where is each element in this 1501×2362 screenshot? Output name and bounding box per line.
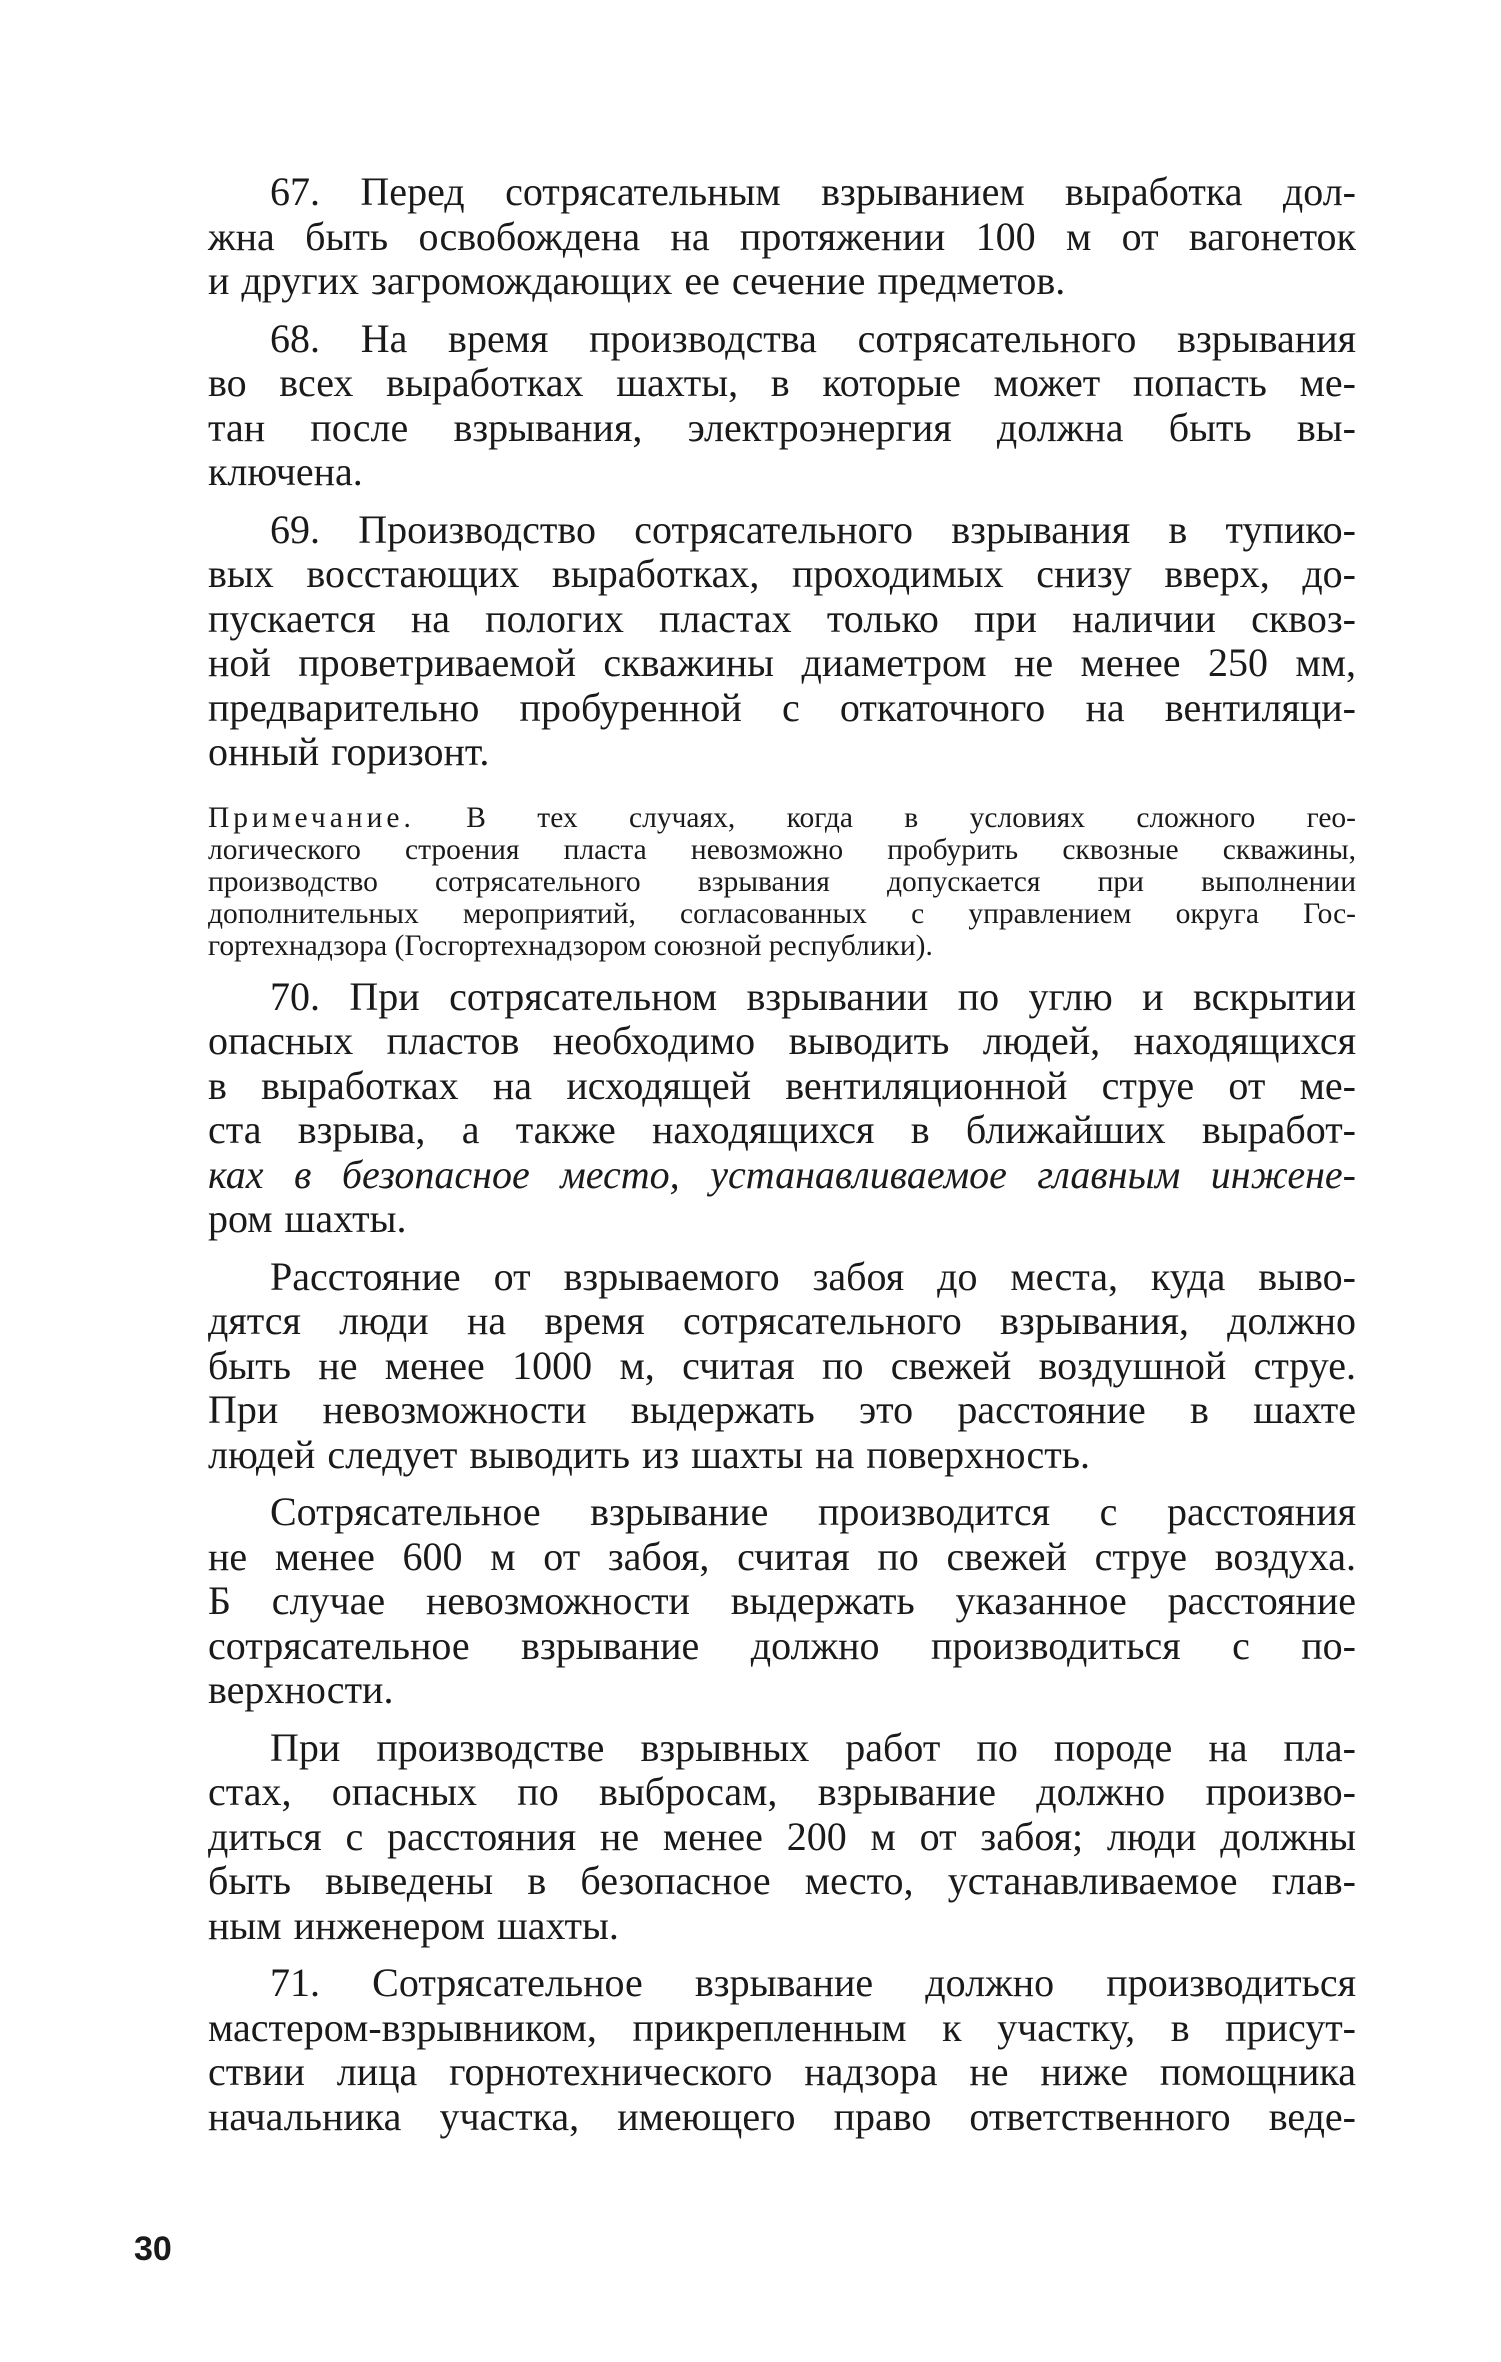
note-line xyxy=(208,802,1356,834)
text-line: онный горизонт. xyxy=(208,729,490,774)
text-line: не менее 600 м от забоя, считая по свежей струе воздуха. xyxy=(208,1533,1356,1579)
text-line: предварительно пробуренной с откаточного на вентиляци- xyxy=(208,684,1356,730)
text-line: ным инженером шахты. xyxy=(208,1902,619,1948)
text-line: 67. Перед сотрясательным взрыванием выработка дол- xyxy=(270,169,1356,214)
text-line: ром шахты. xyxy=(208,1196,407,1241)
paragraph-67 xyxy=(208,170,1356,304)
text-line: ствии лица горнотехнического надзора не ниже помощника xyxy=(208,2049,1356,2094)
text-line: тан после взрывания, электроэнергия должна быть вы- xyxy=(208,404,1356,450)
text-column xyxy=(208,170,1356,2139)
text-line: Б случае невозможности выдержать указанное расстояние xyxy=(208,1578,1356,1623)
text-line: Сотрясательное взрывание производится с расстояния xyxy=(270,1489,1356,1534)
text-line: быть выведены в безопасное место, устанавливаемое глав- xyxy=(208,1858,1356,1903)
note-line: производство сотрясательного взрывания допускается при выполнении xyxy=(208,865,1356,898)
text-line: ста взрыва, а также находящихся в ближайших выработ- xyxy=(208,1107,1356,1152)
text-line: жна быть освобождена на протяжении 100 м от вагонеток xyxy=(208,213,1356,259)
text-line: верхности. xyxy=(208,1667,394,1712)
text-line: 71. Сотрясательное взрывание должно производиться xyxy=(270,1960,1356,2005)
text-line: ключена. xyxy=(208,449,363,494)
paragraph-69 xyxy=(208,508,1356,775)
text-line: ной проветриваемой скважины диаметром не менее 250 мм, xyxy=(208,640,1356,685)
paragraph-71 xyxy=(208,1961,1356,2139)
text-line: сотрясательное взрывание должно производиться с по- xyxy=(208,1622,1356,1668)
text-line: и других загромождающих ее сечение предметов. xyxy=(208,258,1066,303)
text-line: во всех выработках шахты, в которые может попасть ме- xyxy=(208,360,1356,405)
text-line: быть не менее 1000 м, считая по свежей воздушной струе. xyxy=(208,1342,1356,1388)
text-line: в выработках на исходящей вентиляционной струе от ме- xyxy=(208,1062,1356,1108)
text-line: При производстве взрывных работ по породе на пла- xyxy=(270,1724,1356,1770)
text-line: мастером-взрывником, прикрепленным к участку, в присут- xyxy=(208,2004,1356,2050)
text-line: 68. На время производства сотрясательного взрывания xyxy=(270,315,1356,361)
text-line-italic: ках в безопасное место, устанавливаемое главным инжене- xyxy=(208,1151,1356,1197)
paragraph-70 xyxy=(208,975,1356,1242)
paragraph-distance xyxy=(208,1255,1356,1478)
text-line: Расстояние от взрываемого забоя до места, куда выво- xyxy=(270,1253,1356,1299)
note-block xyxy=(208,802,1356,962)
text-line: стах, опасных по выбросам, взрывание должно произво- xyxy=(208,1769,1356,1814)
note-label: Примечание. xyxy=(208,801,415,834)
page-number: 30 xyxy=(134,2230,172,2268)
text-line: пускается на пологих пластах только при наличии сквоз- xyxy=(208,595,1356,641)
paragraph-blasting-distance xyxy=(208,1490,1356,1713)
text-line: 69. Производство сотрясательного взрывания в тупико- xyxy=(270,506,1356,552)
text-line: опасных пластов необходимо выводить людей, находящихся xyxy=(208,1018,1356,1063)
text-line: дятся люди на время сотрясательного взрывания, должно xyxy=(208,1298,1356,1343)
text-line: При невозможности выдержать это расстояние в шахте xyxy=(208,1387,1356,1432)
note-first-line: В тех случаях, когда в условиях сложного гео- xyxy=(466,801,1356,834)
note-line: гортехнадзора (Госгортехнадзором союзной республики). xyxy=(208,929,933,962)
text-line: диться с расстояния не менее 200 м от забоя; люди должны xyxy=(208,1813,1356,1859)
text-line: начальника участка, имеющего право ответственного веде- xyxy=(208,2093,1356,2139)
text-line: 70. При сотрясательном взрывании по углю и вскрытии xyxy=(270,973,1356,1019)
note-line: дополнительных мероприятий, согласованных с управлением округа Гос- xyxy=(208,897,1356,930)
text-line: людей следует выводить из шахты на поверхность. xyxy=(208,1431,1090,1477)
paragraph-68 xyxy=(208,317,1356,495)
note-line: логического строения пласта невозможно пробурить сквозные скважины, xyxy=(208,833,1356,866)
paragraph-rock-blasting xyxy=(208,1726,1356,1949)
text-line: вых восстающих выработках, проходимых снизу вверх, до- xyxy=(208,551,1356,596)
